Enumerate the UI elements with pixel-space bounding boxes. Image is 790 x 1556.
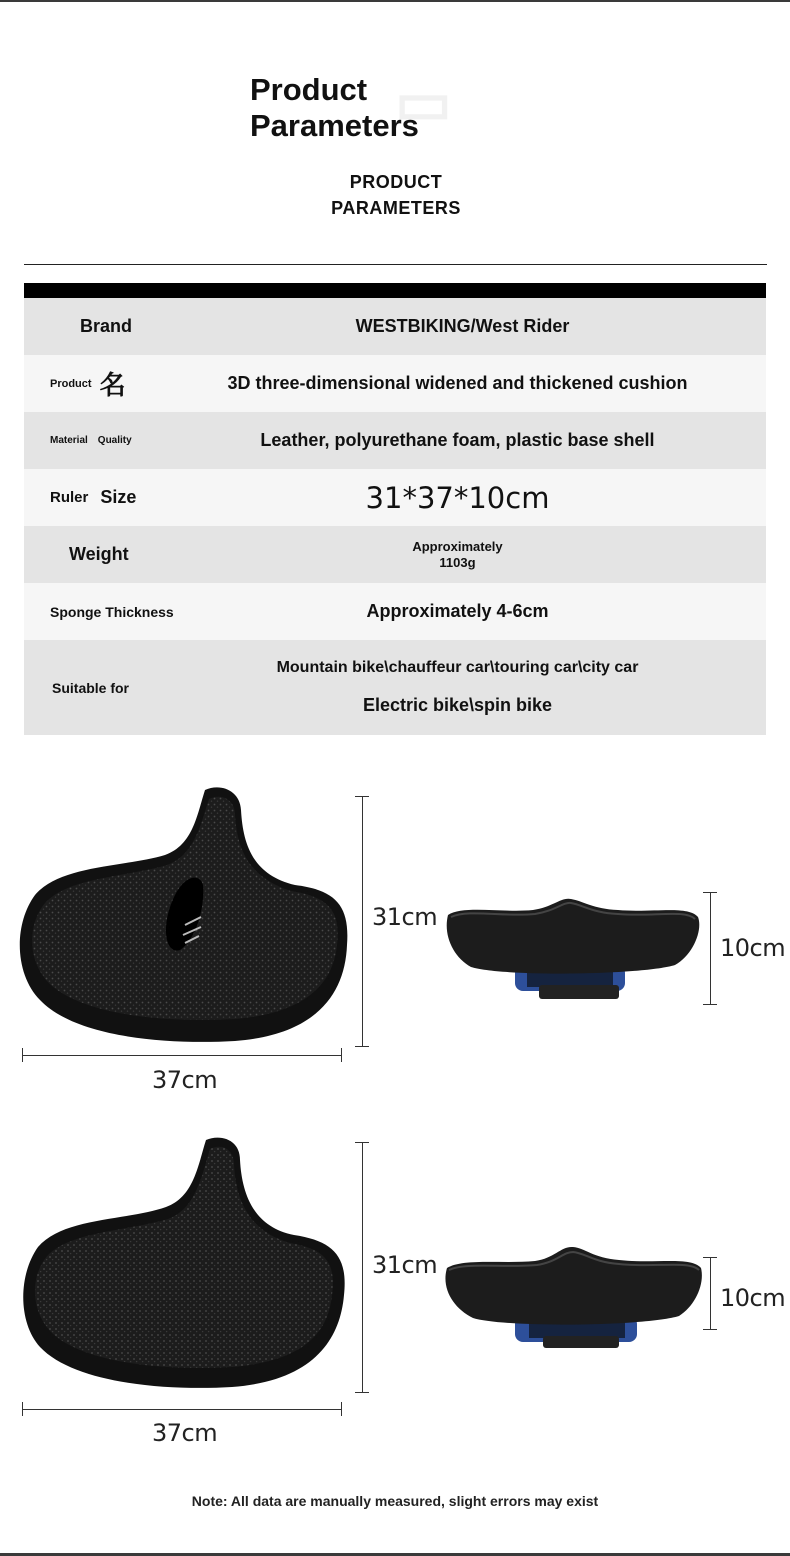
length-tick-top xyxy=(355,796,369,797)
saddle-top-view-photo xyxy=(15,785,355,1047)
product-value: 3D three-dimensional widened and thickened cushion xyxy=(227,373,688,393)
material-label-cell xyxy=(24,435,194,446)
length-dimension-line xyxy=(362,796,363,1046)
material-label-a: Material xyxy=(50,435,88,446)
height-label: 10cm xyxy=(720,934,786,962)
saddle-top-view-photo-2 xyxy=(18,1135,350,1393)
size-value: 31*37*10cm xyxy=(365,480,550,515)
size-label-a: Ruler xyxy=(50,489,89,506)
brand-value: WESTBIKING/West Rider xyxy=(355,316,570,336)
length-tick-bottom xyxy=(355,1046,369,1047)
row-product xyxy=(24,355,766,412)
product-label-cell xyxy=(24,365,194,402)
suitable-value-line-1: Mountain bike\chauffeur car\touring car\city car xyxy=(276,659,639,676)
width-tick-right-2 xyxy=(341,1402,342,1416)
row-size xyxy=(24,469,766,526)
suitable-value xyxy=(194,659,766,716)
weight-label: Weight xyxy=(69,544,129,564)
weight-value-line-2: 1103g xyxy=(439,554,476,570)
length-tick-top-2 xyxy=(355,1142,369,1143)
product-label-han: 名 xyxy=(99,370,126,400)
height-tick-bottom xyxy=(703,1004,717,1005)
divider xyxy=(24,264,767,265)
weight-value xyxy=(194,539,766,571)
length-label: 31cm xyxy=(372,903,438,931)
height-tick-top-2 xyxy=(703,1257,717,1258)
height-tick-bottom-2 xyxy=(703,1329,717,1330)
row-suitable xyxy=(24,640,766,735)
top-border xyxy=(0,0,790,2)
title-line-1: Product xyxy=(250,72,368,107)
sponge-value: Approximately 4-6cm xyxy=(366,601,549,621)
width-label-2: 37cm xyxy=(152,1419,218,1447)
width-label: 37cm xyxy=(152,1066,218,1094)
height-dimension-line xyxy=(710,892,711,1004)
subtitle-line-1: PRODUCT xyxy=(349,172,443,192)
width-tick-left xyxy=(22,1048,23,1062)
row-sponge xyxy=(24,583,766,640)
width-dimension-line-2 xyxy=(22,1409,342,1410)
length-tick-bottom-2 xyxy=(355,1392,369,1393)
saddle-side-view-photo-2 xyxy=(443,1244,705,1354)
row-material xyxy=(24,412,766,469)
subtitle-line-2: PARAMETERS xyxy=(331,198,461,218)
title-line-2: Parameters xyxy=(250,108,419,143)
suitable-value-line-2: Electric bike\spin bike xyxy=(362,695,553,715)
row-weight xyxy=(24,526,766,583)
width-dimension-line xyxy=(22,1055,342,1056)
parameters-table xyxy=(24,283,766,735)
weight-value-line-1: Approximately xyxy=(412,538,503,554)
width-tick-left-2 xyxy=(22,1402,23,1416)
material-label-b: Quality xyxy=(97,435,132,446)
title-watermark: ▭ xyxy=(395,69,452,136)
height-dimension-line-2 xyxy=(710,1257,711,1329)
table-header-bar xyxy=(24,283,766,298)
measurement-note: Note: All data are manually measured, slight errors may exist xyxy=(191,1493,599,1509)
length-label-2: 31cm xyxy=(372,1251,438,1279)
suitable-label: Suitable for xyxy=(52,679,130,696)
height-tick-top xyxy=(703,892,717,893)
length-dimension-line-2 xyxy=(362,1142,363,1392)
saddle-side-view-photo xyxy=(443,895,703,1005)
page-title xyxy=(250,72,419,144)
size-label-cell xyxy=(24,487,194,508)
row-brand xyxy=(24,298,766,355)
size-label-b: Size xyxy=(100,487,137,507)
product-label: Product xyxy=(50,377,92,390)
brand-label: Brand xyxy=(80,316,133,336)
material-value: Leather, polyurethane foam, plastic base shell xyxy=(260,430,655,450)
width-tick-right xyxy=(341,1048,342,1062)
sponge-label: Sponge Thickness xyxy=(50,603,174,620)
page-subtitle xyxy=(250,169,542,221)
height-label-2: 10cm xyxy=(720,1284,786,1312)
